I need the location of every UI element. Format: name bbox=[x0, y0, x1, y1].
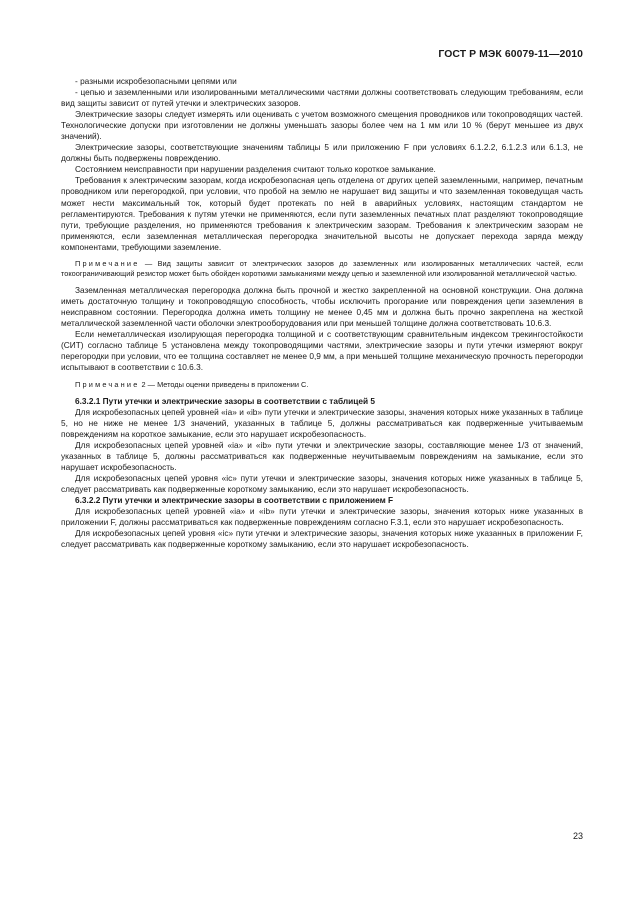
note-label: Примечание bbox=[75, 258, 140, 268]
section-heading: 6.3.2.2 Пути утечки и электрические зазоры в соответствии с приложением F bbox=[75, 495, 394, 506]
page-number: 23 bbox=[572, 831, 583, 841]
paragraph: Для искробезопасных цепей уровня «ic» пути утечки и электрические зазоры, значения которых ниже указанных в таблице 5, следует рассматривать как подверженные короткому замыканию, если это нарушает искробезопасность. bbox=[61, 473, 583, 495]
paragraph: Для искробезопасных цепей уровней «ia» и «ib» пути утечки и электрические зазоры, значения которых ниже указанных в таблице 5, но не ниже не менее 1/3 значений, указанных в таблице 5, должны рассматриваться как подверженные учитываемым повреждениям на короткое замыкание, если это нарушает искробезопасность. bbox=[61, 406, 583, 439]
section-heading: 6.3.2.1 Пути утечки и электрические зазоры в соответствии с таблицей 5 bbox=[75, 395, 375, 406]
note-1 bbox=[61, 259, 583, 279]
paragraph: Состоянием неисправности при нарушении разделения считают только короткое замыкание. bbox=[75, 164, 436, 175]
paragraph: - цепью и заземленными или изолированными металлическими частями должны соответствовать следующим требованиям, если вид защиты зависит от путей утечки и электрических зазоров. bbox=[61, 87, 583, 109]
document-header: ГОСТ Р МЭК 60079-11—2010 bbox=[438, 49, 583, 60]
note-label: Примечание bbox=[75, 379, 140, 389]
paragraph: Для искробезопасных цепей уровня «ic» пути утечки и электрические зазоры, значения которых ниже указанных в приложении F, следует рассматривать как подверженные короткому замыканию, если это нарушает искробезопасность. bbox=[61, 528, 583, 550]
note-text: 2 — Методы оценки приведены в приложении С. bbox=[139, 379, 309, 389]
document-body bbox=[61, 76, 583, 550]
paragraph: - разными искробезопасными цепями или bbox=[75, 76, 237, 86]
paragraph: Электрические зазоры следует измерять или оценивать с учетом возможного смещения проводников или токопроводящих частей. Технологические допуски при изготовлении не должны уменьшать зазоры более чем на 1 мм или 10 % (берут меньшее из двух значений). bbox=[61, 109, 583, 142]
paragraph: Требования к электрическим зазорам, когда искробезопасная цепь отделена от других цепей заземленными, например, печатным проводником или перегородкой, при условии, что пробой на землю не нарушает вид защиты и что заземленная токоведущая часть может нести максимальный ток, который будет протекать по ней в аварийных условиях, настоящим стандартом не регламентируются. Требования к путям утечки не применяются, если пути заземленных печатных плат разделяют токопроводящие пути, требующие разделения, но применяются требования к электрическим зазорам. Требования к электрическим зазорам не применяются, если заземленная металлическая перегородка значительной высоты не допускает перехода заряда между компонентами, требующими заземление. bbox=[61, 175, 583, 252]
paragraph: Если неметаллическая изолирующая перегородка толщиной и с соответствующим сравнительным индексом трекингостойкости (СИТ) согласно таблице 5 установлена между токопроводящими частями, электрические зазоры и пути утечки измеряют вокруг перегородки при условии, что ее толщина составляет не менее 0,9 мм, а при меньшей толщине механическую прочность перегородки испытывают в соответствии с 10.6.3. bbox=[61, 329, 583, 373]
paragraph: Заземленная металлическая перегородка должна быть прочной и жестко закрепленной на основной конструкции. Она должна иметь достаточную толщину и токопроводящую способность, чтобы исключить прогорание или повреждения цепи заземления в неисправном состоянии. Перегородка должна иметь толщину не менее 0,45 мм и должна быть прочно закреплена на жесткой металлической заземленной части оболочки электрооборудования или при меньшей толщине должна соответствовать 10.6.3. bbox=[61, 285, 583, 329]
paragraph: Электрические зазоры, соответствующие значениям таблицы 5 или приложению F при условиях 6.1.2.2, 6.1.2.3 или 6.1.3, не должны быть подвержены повреждению. bbox=[61, 142, 583, 164]
note-2 bbox=[61, 380, 583, 390]
note-text: — Вид защиты зависит от электрических зазоров до заземленных или изолированных металлических частей, если токоограничивающий резистор может быть обойден короткими замыканиями между цепью и заземленной или изолированной металлической частью. bbox=[61, 258, 583, 278]
paragraph: Для искробезопасных цепей уровней «ia» и «ib» пути утечки и электрические зазоры, составляющие менее 1/3 от значений, указанных в таблице 5, должны рассматриваться как подверженные неучитываемым повреждениям на замыкание, если это нарушает искробезопасность. bbox=[61, 439, 583, 473]
paragraph: Для искробезопасных цепей уровней «ia» и «ib» пути утечки и электрические зазоры, значения которых ниже указанных в приложении F, должны рассматриваться как подверженные повреждениям согласно F.3.1, если это нарушает искробезопасность. bbox=[61, 506, 583, 528]
